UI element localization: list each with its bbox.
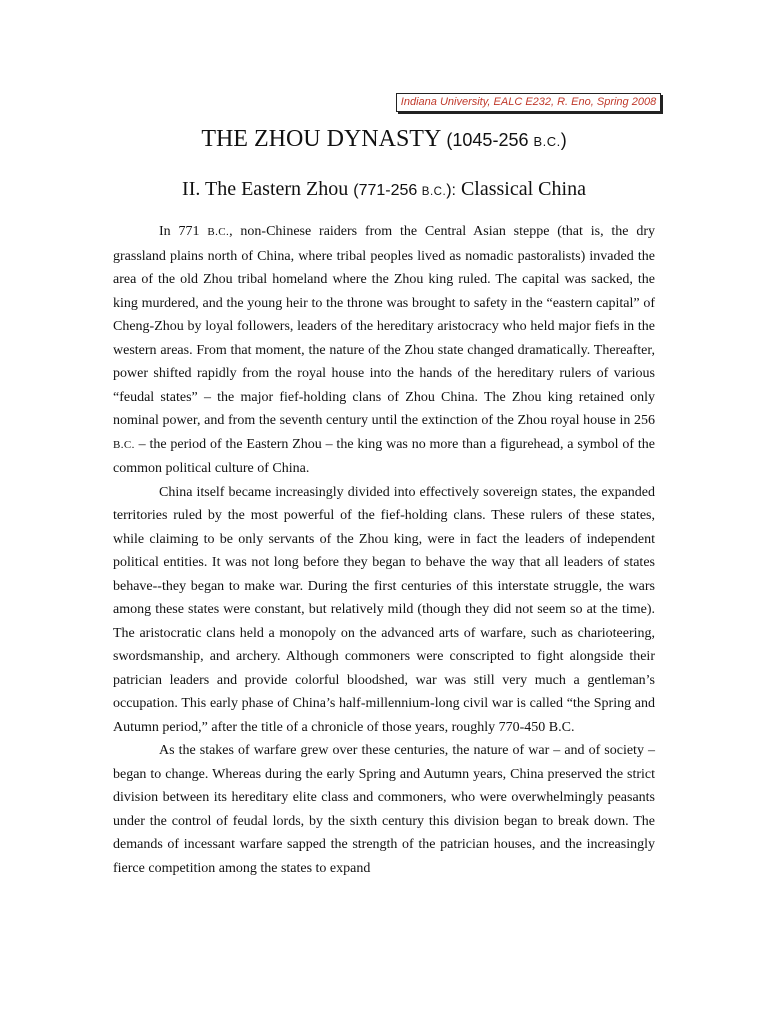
- citation-box: [396, 93, 661, 112]
- paragraph-1-era-2: B.C.: [113, 438, 135, 451]
- paragraph-3: As the stakes of warfare grew over these centuries, the nature of war – and of society – began to change. Whereas during the early Spring and Autumn years, China preserved the strict division between its hereditary elite class and commoners, who were overwhelmingly peasants under the control of feudal lords, by the sixth century this division began to break down. The demands of incessant warfare sapped the strength of the patrician houses, and the increasingly fierce competition among the states to expand: [113, 743, 655, 876]
- paragraph-1: [113, 220, 655, 481]
- subtitle-main: II. The Eastern Zhou: [182, 178, 349, 200]
- paragraph-1-part-3: – the period of the Eastern Zhou – the king was no more than a figurehead, a symbol of the common political culture of China.: [113, 436, 655, 476]
- title-dates-close: ): [560, 130, 567, 150]
- title-dates-open: (1045-256: [446, 130, 534, 150]
- citation-text: Indiana University, EALC E232, R. Eno, Spring 2008: [400, 96, 657, 108]
- subtitle-rest: Classical China: [460, 178, 586, 200]
- subtitle-dates: [353, 182, 456, 199]
- page-title: [0, 124, 768, 157]
- subtitle-dates-open: (771-256: [353, 182, 422, 199]
- paragraph-1-part-2: , non-Chinese raiders from the Central Asian steppe (that is, the dry grassland plains north of China, where tribal peoples lived as nomadic pastoralists) invaded the area of the old Zhou tribal homeland where the Zhou king ruled. The capital was sacked, the king murdered, and the young heir to the throne was brought to safety in the “eastern capital” of Cheng-Zhou by loyal followers, leaders of the hereditary aristocracy who held major fiefs in the western areas. From that moment, the nature of the Zhou state changed dramatically. Thereafter, power shifted rapidly from the royal house into the hands of the hereditary rulers of various “feudal states” – the major fief-holding clans of Zhou China. The Zhou king retained only nominal power, and from the seventh century until the extinction of the Zhou royal house in 256: [113, 224, 655, 428]
- paragraph-1-part-1: In 771: [159, 224, 208, 239]
- title-dates-era: B.C.: [533, 134, 561, 149]
- subtitle-dates-era: B.C.: [421, 186, 447, 198]
- body-text: [113, 220, 655, 880]
- title-main: THE ZHOU DYNASTY: [201, 126, 441, 152]
- paragraph-2: China itself became increasingly divided into effectively sovereign states, the expanded territories ruled by the most powerful of the fief-holding clans. These rulers of these states, while claiming to be only servants of the Zhou king, were in fact the leaders of independent political entities. It was not long before they began to behave the way that all leaders of states behave--they began to make war. During the first centuries of this interstate struggle, the wars among these states were constant, but relatively mild (though they did not seem so at the time). The aristocratic clans held a monopoly on the advanced arts of warfare, such as charioteering, swordsmanship, and archery. Although commoners were conscripted to fight alongside their patrician leaders and provide colorful bloodshed, war was still very much a gentleman’s occupation. This early phase of China’s half-millennium-long civil war is called “the Spring and Autumn period,” after the title of a chronicle of those years, roughly 770-450 B.C.: [113, 484, 655, 735]
- title-dates: [446, 130, 566, 150]
- section-heading: [0, 175, 768, 206]
- subtitle-dates-close: ):: [446, 182, 456, 199]
- paragraph-1-era-1: B.C.: [207, 226, 230, 238]
